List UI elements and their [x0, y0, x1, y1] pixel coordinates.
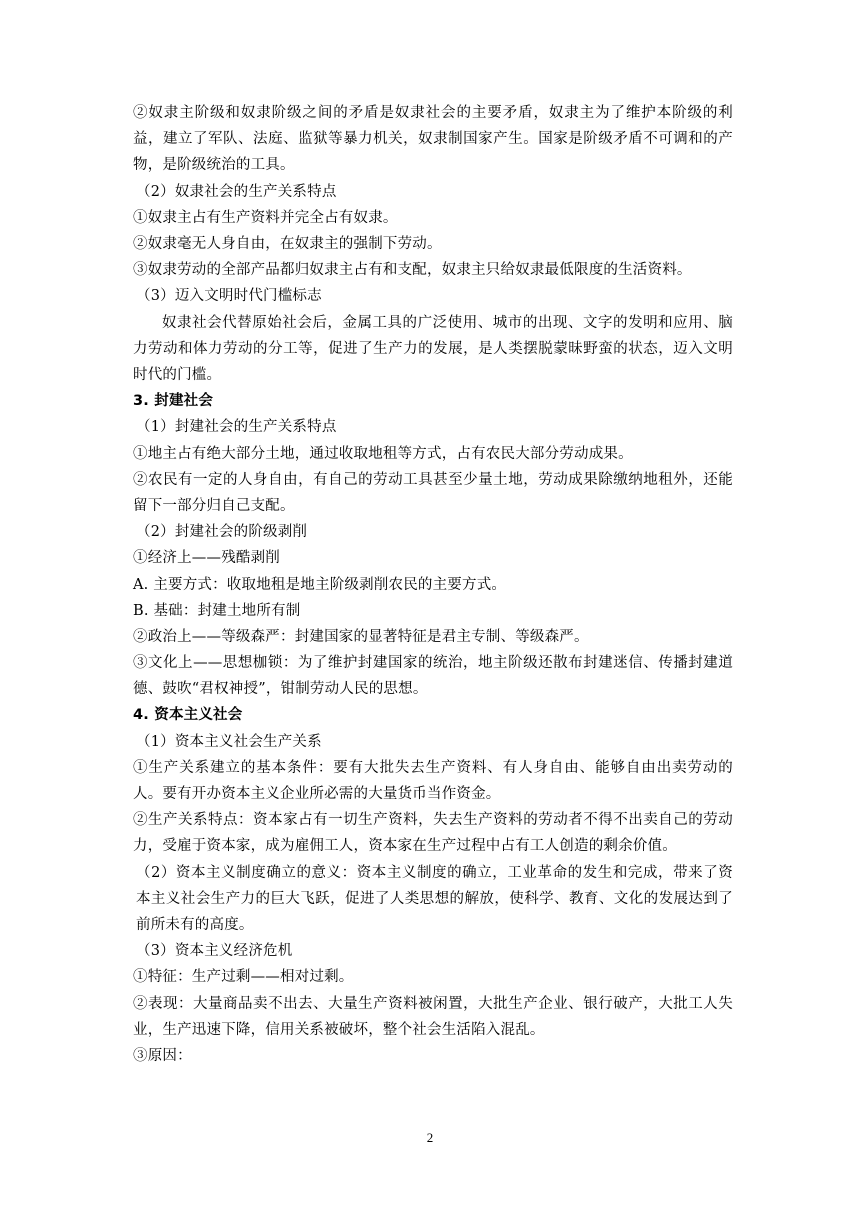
list-item-feudal-cultural: ③文化上——思想枷锁：为了维护封建国家的统治，地主阶级还散布封建迷信、传播封建道德、鼓吹“君权神授”，钳制劳动人民的思想。 — [133, 655, 733, 698]
list-item-feudal-relations-2: ②农民有一定的人身自由，有自己的劳动工具甚至少量土地，劳动成果除缴纳地租外，还能留下一部分归自己支配。 — [133, 471, 733, 514]
subsection-title-feudal-relations: （1）封建社会的生产关系特点 — [136, 419, 337, 436]
paragraph-slave-contradiction: ②奴隶主阶级和奴隶阶级之间的矛盾是奴隶社会的主要矛盾，奴隶主为了维护本阶级的利益，建立了军队、法庭、监狱等暴力机关，奴隶制国家产生。国家是阶级矛盾不可调和的产物，是阶级统治的工具。 — [133, 105, 733, 174]
list-item-slave-relations-1: ①奴隶主占有生产资料并完全占有奴隶。 — [133, 209, 398, 226]
list-item-feudal-relations-1: ①地主占有绝大部分土地，通过收取地租等方式，占有农民大部分劳动成果。 — [133, 445, 633, 462]
list-item-feudal-political: ②政治上——等级森严：封建国家的显著特征是君主专制、等级森严。 — [133, 628, 589, 645]
list-item-crisis-cause: ③原因： — [133, 1048, 192, 1065]
paragraph-capitalist-significance: （2）资本主义制度确立的意义：资本主义制度的确立，工业革命的发生和完成，带来了资本主义社会生产力的巨大飞跃，促进了人类思想的解放，使科学、教育、文化的发展达到了前所未有的高度。 — [136, 864, 733, 934]
subsection-title-slave-relations: （2）奴隶社会的生产关系特点 — [136, 183, 337, 200]
list-item-capitalist-features: ②生产关系特点：资本家占有一切生产资料，失去生产资料的劳动者不得不出卖自己的劳动力，受雇于资本家，成为雇佣工人，资本家在生产过程中占有工人创造的剩余价值。 — [133, 812, 733, 855]
subsection-title-economic-crisis: （3）资本主义经济危机 — [136, 943, 293, 960]
list-item-feudal-economic-b: B. 基础：封建土地所有制 — [133, 602, 301, 619]
list-item-feudal-economic-a: A. 主要方式：收取地租是地主阶级剥削农民的主要方式。 — [133, 576, 507, 593]
subsection-title-civilization: （3）迈入文明时代门槛标志 — [136, 288, 322, 305]
list-item-feudal-economic: ①经济上——残酷剥削 — [133, 550, 280, 567]
list-item-crisis-manifestation: ②表现：大量商品卖不出去、大量生产资料被闲置，大批生产企业、银行破产，大批工人失业，生产迅速下降，信用关系被破坏，整个社会生活陷入混乱。 — [133, 995, 733, 1038]
section-heading-capitalist: 4. 资本主义社会 — [133, 707, 243, 724]
page-number: 2 — [426, 1130, 434, 1145]
subsection-title-feudal-exploitation: （2）封建社会的阶级剥削 — [136, 524, 308, 541]
list-item-slave-relations-3: ③奴隶劳动的全部产品都归奴隶主占有和支配，奴隶主只给奴隶最低限度的生活资料。 — [133, 262, 692, 279]
section-heading-feudal: 3. 封建社会 — [133, 393, 214, 410]
paragraph-civilization: 奴隶社会代替原始社会后，金属工具的广泛使用、城市的出现、文字的发明和应用、脑力劳动和体力劳动的分工等，促进了生产力的发展，是人类摆脱蒙昧野蛮的状态，迈入文明时代的门槛。 — [133, 314, 733, 383]
list-item-capitalist-conditions: ①生产关系建立的基本条件：要有大批失去生产资料、有人身自由、能够自由出卖劳动的人。要有开办资本主义企业所必需的大量货币当作资金。 — [133, 759, 733, 803]
list-item-slave-relations-2: ②奴隶毫无人身自由，在奴隶主的强制下劳动。 — [133, 235, 442, 252]
list-item-crisis-feature: ①特征：生产过剩——相对过剩。 — [133, 969, 354, 986]
subsection-title-capitalist-relations: （1）资本主义社会生产关系 — [136, 733, 322, 750]
document-body — [133, 100, 733, 1069]
